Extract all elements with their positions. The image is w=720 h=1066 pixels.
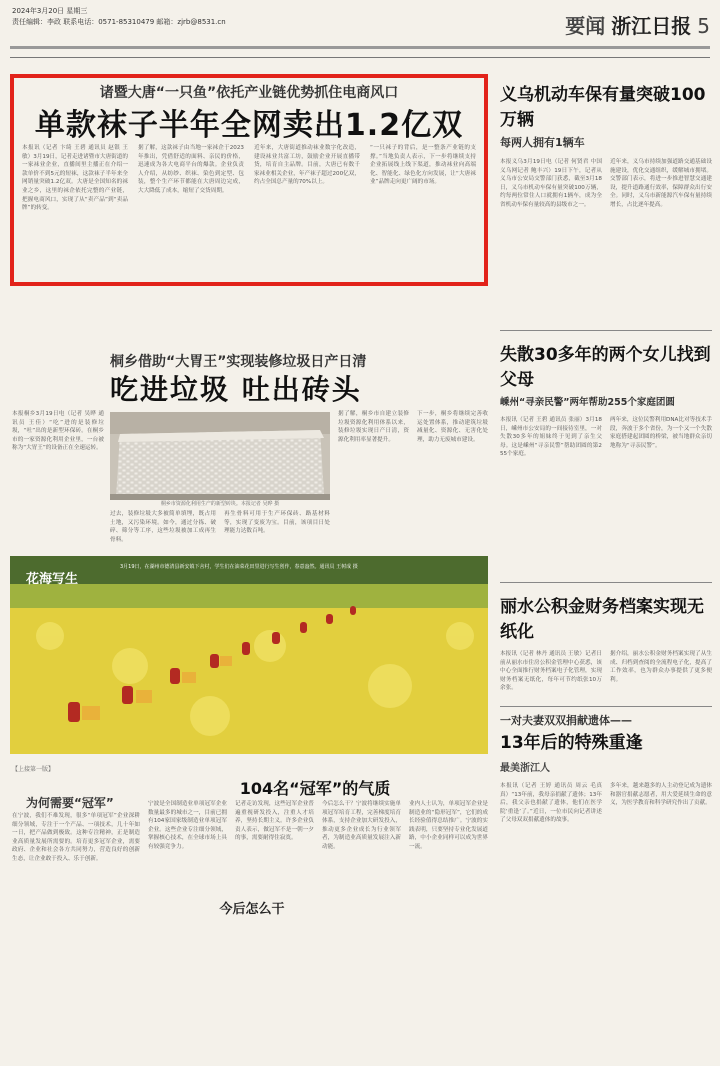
lead-body	[22, 144, 476, 276]
story-champions-col-3: 今后怎么干？宁波将继续实施单项冠军培育工程，完善梯度培育体系，支持企业加大研发投入，推动更多企业成长为行业领军者，为制造业高质量发展注入新动能。	[322, 801, 401, 850]
date-line: 2024年3月20日 星期三	[12, 7, 88, 15]
paper-name: 浙江日报	[611, 14, 692, 38]
story-family-reunion[interactable]	[500, 340, 712, 600]
masthead-meta	[12, 6, 226, 28]
story-champions-col-2: 记者走访发现，这些冠军企业普遍重视研发投入，注重人才培养，坚持长期主义。许多企业负责人表示，做冠军不是一朝一夕的事，需要耐得住寂寞。	[235, 801, 314, 842]
lead-headline[interactable]: 单款袜子半年全网卖出1.2亿双	[34, 108, 464, 143]
story-champions-col-1: 宁波是全国制造业单项冠军企业数量最多的城市之一，目前已拥有104家国家级制造业单项冠军企业。这些企业专注细分领域，掌握核心技术，在全球市场上具有较强竞争力。	[148, 801, 227, 850]
brick-photo[interactable]	[110, 412, 330, 500]
story-reunion-col-1: 本报讯（记者 王碧 通讯员 张丽）3月18日，嵊州市公安局的一间接待室里，一对失散30多年的姐妹终于见到了亲生父母。这是嵊州“寻亲民警”帮助团圆的第255个家庭。	[500, 417, 602, 458]
brick-stack-image	[110, 412, 330, 500]
story-reunion-subtitle: 嵊州“寻亲民警”两年帮助255个家庭团圆	[500, 397, 675, 408]
story-tongxiang-under	[110, 510, 330, 554]
story-lishui-headline[interactable]: 丽水公积金财务档案实现无纸化	[500, 597, 704, 642]
story-lishui-col-1: 本报讯（记者 林丹 通讯员 王敏）记者日前从丽水市住房公积金管理中心获悉，该中心全面推行财务档案电子化管理，实现财务档案无纸化，每年可节约纸张10万余张。	[500, 651, 602, 692]
masthead-rule	[10, 46, 710, 49]
story-yiwu-headline[interactable]: 义乌机动车保有量突破100万辆	[500, 85, 706, 130]
story-donation-kicker: 一对夫妻双双捐献遗体——	[500, 714, 632, 727]
page-number: 5	[697, 14, 710, 38]
story-tongxiang-headline[interactable]: 吃进垃圾 吐出砖头	[110, 373, 362, 406]
divider	[500, 706, 712, 707]
story-yiwu-col-1: 本报义乌3月19日电（记者 何贤君 中国义乌网记者 鲍丰兴）19日下午，记者从义乌市公安局交警部门获悉，截至3月18日，义乌市机动车保有量突破100万辆，约每两位常住人口就拥有1辆车，成为全省机动车保有量较高的县级市之一。	[500, 159, 602, 208]
flower-section-label: 花海写生	[26, 572, 79, 587]
brick-photo-caption: 桐乡市资源化利用生产的新型砖块。本报记者 吴晔 摄	[160, 501, 280, 507]
lead-col-2: 据了解，这款袜子由当地一家袜企于2023年推出，凭借舒适的面料、亲民的价格，迅速成为各大电商平台的爆款。企业负责人介绍，从纺纱、织袜、染色到定型、包装，整个生产环节都能在大唐周边完成，大大降低了成本，缩短了交货周期。	[138, 145, 244, 194]
story-tongxiang-kicker: 桐乡借助“大胃王”实现装修垃圾日产日清	[110, 354, 367, 370]
editor-line: 责任编辑：李政 联系电话：0571-85310479 邮箱：zjrb@8531.cn	[12, 18, 226, 26]
lead-col-3: 近年来，大唐街道推动袜业数字化改造，建设袜业共富工坊，鼓励企业开展直播带货，培育自主品牌。目前，大唐已有数千家袜业相关企业，年产袜子超过200亿双，约占全国总产量的70%以上。	[254, 145, 360, 186]
story-tongxiang-right-1: 据了解，桐乡市自建立装修垃圾资源化利用体系以来，装修垃圾实现日产日清，资源化利用率显著提升。	[338, 411, 409, 443]
story-yiwu-cars[interactable]	[500, 80, 712, 368]
story-donation-headline[interactable]: 13年后的特殊重逢	[500, 733, 643, 753]
flower-caption: 3月19日，在湖州市德清县新安镇下舍村，学生们在油菜花田里进行写生创作，春意盎然。通讯员 王树成 摄	[120, 564, 358, 570]
story-yiwu-col-2: 近年来，义乌市持续加强道路交通基础设施建设，优化交通组织，缓解城市拥堵。交警部门表示，将进一步推进智慧交通建设，提升道路通行效率，保障群众出行安全。同时，义乌市新能源汽车保有量持续增长，占比逐年提高。	[610, 159, 712, 208]
rapeseed-field-image	[10, 556, 488, 754]
story-lishui-col-2: 据介绍，丽水公积金财务档案实现了从生成、归档到查阅的全流程电子化，提高了工作效率，也为群众办事提供了更多便利。	[610, 651, 712, 683]
story-tongxiang-left: 本报桐乡3月19日电（记者 吴晔 通讯员 王佳）“吃”进的是装修垃圾，“吐”出的是新型环保砖。在桐乡市的一家资源化利用企业里，一台被称为“大胃王”的设备正在全速运转。	[12, 411, 104, 452]
story-reunion-col-2: 两年来，这位民警利用DNA比对等技术手段，奔波于多个省份，为一个又一个失散家庭搭建起团圆的桥梁，被当地群众亲切地称为“寻亲民警”。	[610, 417, 712, 449]
commentary-body: 在宁波，我们不难发现，很多“单项冠军”企业深耕细分领域，专注于一个产品、一项技术，几十年如一日，把产品做到极致。这种专注精神，正是制造业高质量发展所需要的。培育更多冠军企业，需要政府、企业和社会各方共同努力，营造良好的创新生态，让企业敢于投入、乐于创新。	[12, 813, 140, 862]
commentary-headline[interactable]: 为何需要“冠军”	[26, 796, 114, 810]
story-yiwu-body	[500, 158, 712, 368]
column-tag: 最美浙江人	[500, 763, 550, 774]
lead-col-4: “一只袜子的背后，是一整条产业链的支撑。”当地负责人表示，下一步将继续支持企业拓展线上线下渠道，推动袜业向高端化、智能化、绿色化方向发展，让“大唐袜业”品牌走向更广阔的市场。	[370, 145, 476, 186]
story-donation-col-2: 多年来，越来越多的人主动登记成为遗体和器官捐献志愿者，用大爱延续生命的意义，为医学教育和科学研究作出了贡献。	[610, 783, 712, 807]
subsection-heading: 今后怎么干	[210, 898, 294, 922]
story-champions-body	[148, 800, 488, 1056]
story-yiwu-subtitle: 每两人拥有1辆车	[500, 136, 585, 149]
story-tongxiang-right	[338, 410, 488, 552]
story-champions-col-4: 业内人士认为，单项冠军企业是制造业的“隐形冠军”，它们的成长经验值得总结推广。宁波的实践表明，只要坚持专业化发展道路，中小企业同样可以成为世界一流。	[409, 801, 488, 850]
lead-col-1: 本报讯（记者 卞绮 王碧 通讯员 赵银 王敏）3月19日，记者走进诸暨市大唐街道的一家袜业企业，直播间里主播正在介绍一款单价不到5元的短袜，这款袜子半年来全网销量突破1.2亿双。大唐是全国知名的袜业之乡，这里的袜企依托完整的产业链，把握电商风口，实现了从“卖产品”到“卖品牌”的转变。	[22, 145, 128, 212]
flower-field-photo[interactable]	[10, 556, 488, 754]
story-tongxiang-under-2: 再生骨料可用于生产环保砖、路基材料等，实现了变废为宝。目前，该项目日处理能力达数百吨。	[224, 511, 330, 535]
story-champions-headline[interactable]: 104名“冠军”的气质	[239, 779, 391, 798]
story-body-donation[interactable]	[500, 712, 712, 1038]
story-donation-body	[500, 782, 712, 1038]
story-tongxiang-under-1: 过去，装修垃圾大多被简单填埋，既占用土地，又污染环境。如今，通过分拣、破碎、筛分等工序，这些垃圾被加工成再生骨料。	[110, 511, 216, 543]
story-reunion-body	[500, 416, 712, 600]
continued-tag: 【上接第一版】	[12, 766, 55, 773]
lead-kicker: 诸暨大唐“一只鱼”依托产业链优势抓住电商风口	[99, 85, 399, 101]
story-reunion-headline[interactable]: 失散30多年的两个女儿找到父母	[500, 345, 711, 390]
story-tongxiang-right-2: 下一步，桐乡将继续完善收运处置体系，推动建筑垃圾减量化、资源化、无害化处理，助力无废城市建设。	[417, 411, 488, 443]
masthead	[10, 0, 710, 58]
section-name: 要闻	[565, 14, 606, 38]
lead-story[interactable]	[10, 74, 488, 286]
divider	[500, 582, 712, 583]
story-donation-col-1: 本报讯（记者 王婷 通讯员 周云 毛真真）“13年前，我母亲捐献了遗体；13年后，我父亲也捐献了遗体，他们在医学院‘重逢’了。”近日，一位市民向记者讲述了父母双双捐献遗体的故事。	[500, 783, 602, 824]
divider	[500, 330, 712, 331]
masthead-right	[565, 10, 710, 39]
